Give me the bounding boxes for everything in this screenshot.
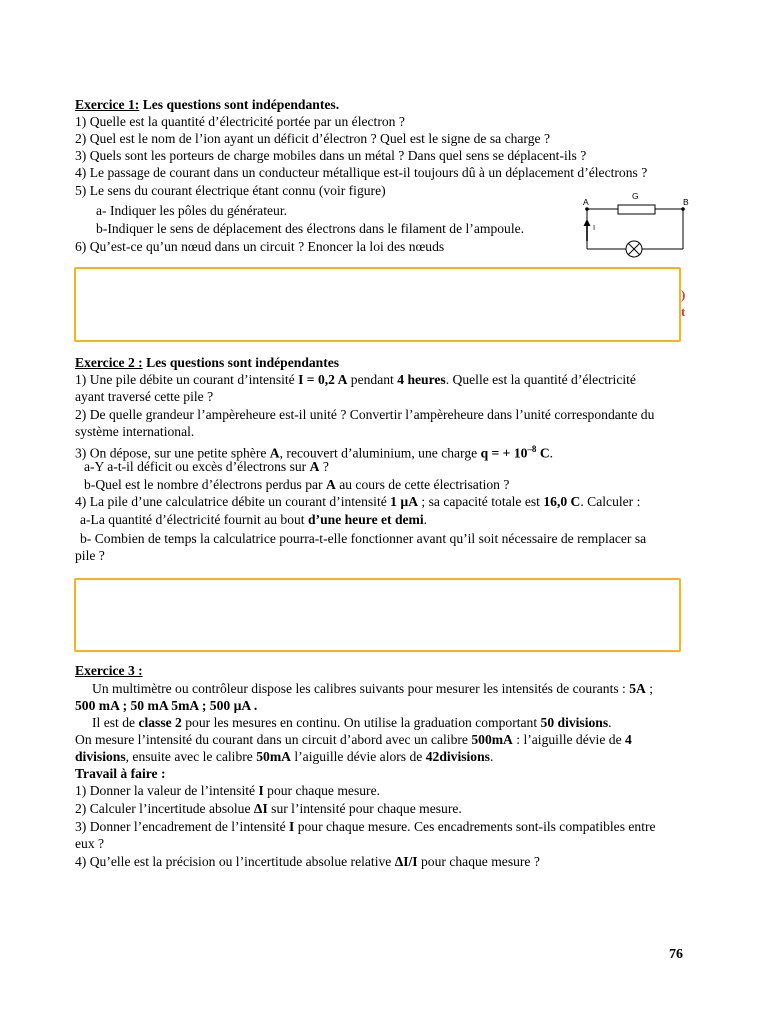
exercise-3-heading	[75, 662, 143, 679]
ex3-paragraph-2: Il est de classe 2 pour les mesures en continu. On utilise la graduation comportant 50 divisions.	[92, 715, 612, 730]
ex2-question-4: 4) La pile d’une calculatrice débite un courant d’intensité 1 µA ; sa capacité totale est 16,0 C. Calculer :	[75, 494, 641, 509]
figure-label-g: G	[632, 191, 639, 201]
ex3-work-1: 1) Donner la valeur de l’intensité I pour chaque mesure.	[75, 783, 381, 798]
ex2-question-3: 3) On dépose, sur une petite sphère A, recouvert d’aluminium, une charge q = + $10^{-8}$ C.	[75, 444, 554, 461]
exercise-2-subtitle: Les questions sont indépendantes	[142, 355, 340, 370]
ex3-paragraph-3: On mesure l’intensité du courant dans un circuit d’abord avec un calibre 500mA : l’aiguille dévie de 4	[75, 732, 632, 747]
ex2-question-3a: a-Y a-t-il déficit ou excès d’électrons sur A ?	[84, 459, 329, 474]
exercise-2-heading	[75, 354, 339, 371]
page-number: 76	[669, 947, 683, 962]
ex1-question-5a: a- Indiquer les pôles du générateur.	[96, 203, 287, 218]
ex1-question-6: 6) Qu’est-ce qu’un nœud dans un circuit ? Enoncer la loi des nœuds	[75, 239, 445, 254]
ex3-work-4: 4) Qu’elle est la précision ou l’incertitude absolue relative ΔI/I pour chaque mesure ?	[75, 854, 540, 869]
current-arrow-icon	[584, 219, 591, 226]
ex2-question-4a: a-La quantité d’électricité fournit au bout d’une heure et demi.	[80, 512, 428, 527]
ex3-work-heading: Travail à faire :	[75, 766, 166, 781]
overflow-mark-1: )	[681, 287, 686, 302]
ex3-paragraph-1: Un multimètre ou contrôleur dispose les calibres suivants pour mesurer les intensités de courants : 5A ;	[92, 681, 654, 696]
ex1-question-2: 2) Quel est le nom de l’ion ayant un déficit d’électron ? Quel est le signe de sa charge ?	[75, 131, 550, 146]
ex1-question-5b: b-Indiquer le sens de déplacement des électrons dans le filament de l’ampoule.	[96, 221, 525, 236]
figure-label-b: B	[683, 197, 689, 207]
ex1-question-5: 5) Le sens du courant électrique étant connu (voir figure)	[75, 183, 386, 198]
ex2-question-4b-cont: pile ?	[75, 548, 105, 563]
ex2-question-3b: b-Quel est le nombre d’électrons perdus par A au cours de cette électrisation ?	[84, 477, 510, 492]
ex2-question-1-cont: ayant traversé cette pile ?	[75, 389, 214, 404]
ex2-question-4b: b- Combien de temps la calculatrice pourra-t-elle fonctionner avant qu’il soit nécessaire de remplacer sa	[80, 531, 647, 546]
exercise-1-subtitle: Les questions sont indépendantes.	[139, 97, 340, 112]
figure-label-a: A	[583, 197, 589, 207]
ex1-question-4: 4) Le passage de courant dans un conducteur métallique est-il toujours dû à un déplacement d’électrons ?	[75, 165, 648, 180]
ex1-question-3: 3) Quels sont les porteurs de charge mobiles dans un métal ? Dans quel sens se déplacent-ils ?	[75, 148, 587, 163]
exercise-2-title: Exercice 2 :	[75, 355, 143, 370]
ex2-question-1: 1) Une pile débite un courant d’intensité I = 0,2 A pendant 4 heures. Quelle est la quantité d’électricité	[75, 372, 636, 387]
ex1-question-1: 1) Quelle est la quantité d’électricité portée par un électron ?	[75, 114, 405, 129]
ex3-paragraph-3-cont: divisions, ensuite avec le calibre 50mA l’aiguille dévie alors de 42divisions.	[75, 749, 494, 764]
generator-symbol	[618, 205, 655, 214]
overflow-mark-2: t	[681, 304, 686, 319]
ex3-work-3-cont: eux ?	[75, 836, 105, 851]
ex3-work-3: 3) Donner l’encadrement de l’intensité I pour chaque mesure. Ces encadrements sont-ils compatibles entre	[75, 819, 656, 834]
exercise-3-title: Exercice 3 :	[75, 663, 143, 678]
answer-box-2[interactable]	[74, 578, 681, 652]
ex3-work-2: 2) Calculer l’incertitude absolue ΔI sur l’intensité pour chaque mesure.	[75, 801, 462, 816]
exercise-1-heading	[75, 96, 339, 113]
figure-label-i: I	[593, 223, 596, 232]
answer-box-1[interactable]	[74, 267, 681, 342]
exercise-1-title: Exercice 1:	[75, 97, 140, 112]
ex3-paragraph-1-cont: 500 mA ; 50 mA 5mA ; 500 µA .	[75, 698, 258, 713]
ex2-question-2: 2) De quelle grandeur l’ampèreheure est-il unité ? Convertir l’ampèreheure dans l’unité correspondante du	[75, 407, 655, 422]
circuit-figure	[576, 186, 696, 264]
ex2-question-2-cont: système international.	[75, 424, 195, 439]
